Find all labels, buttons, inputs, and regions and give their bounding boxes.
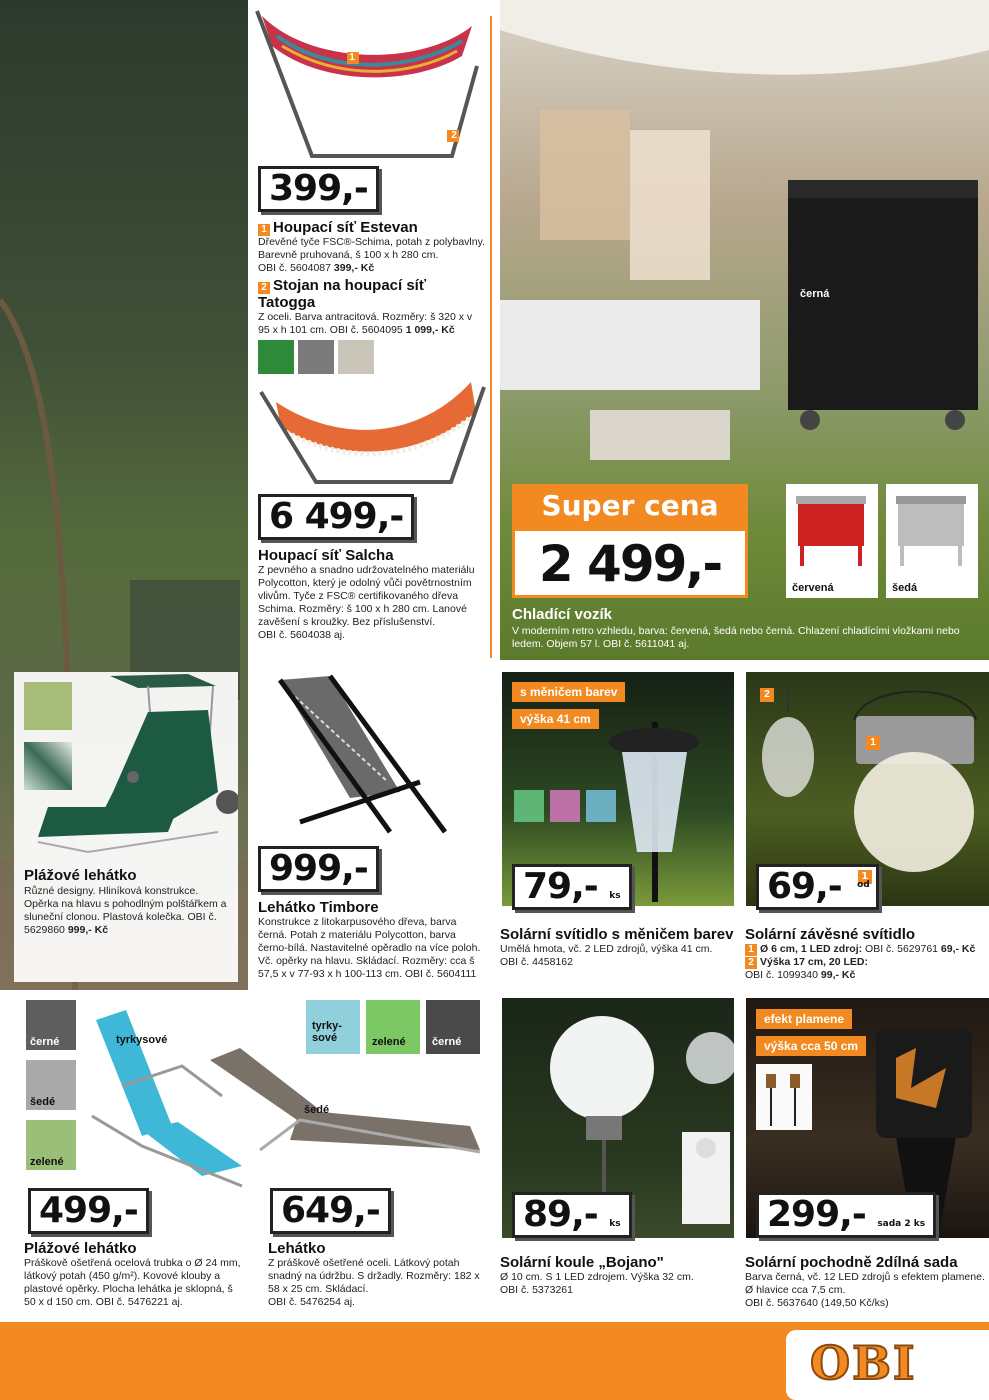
cooler-label-red: červená (792, 582, 834, 594)
torch-tag-1: efekt plamene (756, 1009, 852, 1029)
column-divider (490, 16, 492, 658)
obi-logo-box[interactable] (786, 1330, 989, 1400)
hanging-item-badge-1: 1 (745, 944, 757, 956)
stand-tatogga-price: 1 099,- Kč (405, 324, 455, 336)
solar-ball-text (500, 1254, 736, 1297)
lounger-mid-label-green: zelené (372, 1036, 406, 1048)
salcha-swatch-grey[interactable] (298, 340, 334, 374)
lounger-mid-label-grey: šedé (304, 1104, 330, 1116)
solar-color-price: 79,- (523, 866, 598, 907)
solar-hanging-title: Solární závěsné svítidlo (745, 926, 916, 943)
lounger-mid-title: Lehátko (268, 1240, 326, 1257)
beach-lounger-image (28, 672, 238, 862)
hammock-salcha-title: Houpací síť Salcha (258, 547, 394, 564)
hanging-line1-price: 69,- Kč (940, 943, 976, 955)
beach-lounger-price: 999,- Kč (67, 924, 109, 936)
solar-ball-code: OBI č. 5373261 (500, 1284, 573, 1296)
lounger-mid-text (268, 1240, 488, 1309)
cooler-label-black: černá (800, 288, 830, 300)
lounger-left-text (24, 1240, 246, 1309)
super-price-banner: Super cena (512, 484, 748, 528)
stand-tatogga-title: Stojan na houpací síť Tatogga (258, 277, 427, 311)
hammock-salcha-price-tag (258, 494, 414, 540)
solar-hanging-price-tag (756, 864, 879, 910)
lounger-mid-label-turquoise: tyrky-sové (312, 1020, 342, 1044)
solar-hanging-text (745, 926, 985, 982)
solar-ball-price-tag (512, 1192, 632, 1238)
beach-lounger-desc-text: Různé designy. Hliníková konstrukce. Opěrka na hlavu s pohodlným polštářkem a sluneční clonou. Plastová kolečka. (24, 885, 227, 923)
stand-tatogga-desc: Z oceli. Barva antracitová. Rozměry: š 320 x v 95 x h 101 cm. OBI č. 5604095 (258, 311, 473, 336)
cooler-title: Chladící vozík (512, 606, 613, 623)
solar-color-unit: ks (609, 891, 621, 901)
hanging-line1-code: OBI č. 5629761 (865, 943, 938, 955)
solar-ball-desc: Ø 10 cm. S 1 LED zdrojem. Výška 32 cm. (500, 1271, 694, 1283)
solar-color-text (500, 926, 736, 969)
torch-text (745, 1254, 985, 1310)
beach-lounger-panel (14, 672, 238, 982)
lounger-mid-desc: Z práškově ošetřené oceli. Látkový potah snadný na údržbu. S držadly. Rozměry: 182 x 58 x 25 cm. Skládací. (268, 1257, 480, 1295)
solar-color-tag-2: výška 41 cm (512, 709, 599, 729)
obi-logo: OBI (810, 1336, 917, 1390)
solar-ball-price: 89,- (523, 1194, 598, 1235)
torch-desc: Barva černá, vč. 12 LED zdrojů s efektem plamene. Ø hlavice cca 7,5 cm. (745, 1271, 985, 1296)
lounger-mid-price-tag (270, 1188, 391, 1234)
timbore-text (258, 899, 486, 981)
solar-hanging-price-badge: 1 (858, 870, 872, 884)
hanging-line1-bold: Ø 6 cm, 1 LED zdroj: (760, 943, 863, 955)
beach-lounger-desc (24, 885, 229, 937)
solar-color-tag-1: s měničem barev (512, 682, 625, 702)
hammock-estevan-item-price: 399,- Kč (333, 262, 375, 274)
salcha-swatch-green[interactable] (258, 340, 294, 374)
cooler-price-tag (512, 528, 748, 598)
solar-color-price-tag (512, 864, 632, 910)
hammock-estevan-desc: Dřevěné tyče FSC®-Schima, potah z polybavlny. Barevně pruhovaná, š 100 x h 280 cm. (258, 236, 485, 261)
hammock-estevan-text (258, 219, 486, 337)
solar-color-desc: Umělá hmota, vč. 2 LED zdrojů, výška 41 cm. (500, 943, 713, 955)
beach-lounger-title: Plážové lehátko (24, 867, 137, 884)
cooler-variant-red[interactable] (786, 484, 878, 598)
torch-unit: sada 2 ks (877, 1219, 926, 1229)
hammock-salcha-text (258, 547, 486, 642)
cooler-grey-image (886, 484, 978, 574)
hammock-photo-badge-1: 1 (349, 52, 355, 63)
hanging-line3-code: OBI č. 1099340 (745, 969, 818, 981)
stand-photo-badge-2: 2 (451, 130, 457, 141)
timbore-title: Lehátko Timbore (258, 899, 379, 916)
beach-lounger-code: OBI č. 5629860 (24, 911, 217, 936)
hammock-salcha-desc: Z pevného a snadno udržovatelného materiálu Polycotton, který je odolný vůči povětrnostním vlivům. Tyče z FSC® certifikovaného dřeva Schima. Rozměry: š 100 x h 280 cm. Lanové zavěšení s kroužky. Bez příslušenství. (258, 564, 475, 628)
torch-price: 299,- (767, 1194, 866, 1235)
hammock-estevan-image (252, 6, 482, 166)
cooler-price: 2 499,- (538, 535, 722, 593)
hanging-photo-badge-2: 2 (760, 688, 774, 702)
solar-hanging-price: 69,- (767, 866, 842, 907)
hammock-salcha-code: OBI č. 5604038 aj. (258, 629, 345, 641)
cooler-variant-grey[interactable] (886, 484, 978, 598)
hammock-estevan-price-tag (258, 166, 379, 212)
cooler-desc: V moderním retro vzhledu, barva: červená, šedá nebo černá. Chlazení chladícími vložkami nebo ledem. Objem 57 l. OBI č. 5611041 aj. (512, 625, 960, 650)
lounger-label-turquoise: tyrkysové (116, 1034, 168, 1046)
lounger-left-title: Plážové lehátko (24, 1240, 137, 1257)
hammock-estevan-price: 399,- (269, 168, 368, 209)
cooler-label-grey: šedá (892, 582, 918, 594)
hammock-salcha-price: 6 499,- (269, 496, 404, 537)
solar-ball-title: Solární koule „Bojano" (500, 1254, 664, 1271)
lounger-label-black: černé (30, 1036, 60, 1048)
lounger-left-desc: Práškově ošetřená ocelová trubka o Ø 24 mm, látkový potah (450 g/m²). Kovové klouby a plastové opěrky. Plocha lehátka je sklopná, š 50 x d 150 cm. OBI č. 5476221 aj. (24, 1257, 241, 1308)
lounger-label-grey: šedé (30, 1096, 56, 1108)
lounger-left-price-tag (28, 1188, 149, 1234)
cooler-red-image (786, 484, 878, 574)
hanging-item-badge-2: 2 (745, 957, 757, 969)
solar-color-code: OBI č. 4458162 (500, 956, 573, 968)
lounger-left-price: 499,- (39, 1190, 138, 1231)
solar-hanging-unit: od (857, 880, 870, 890)
solar-ball-unit: ks (609, 1219, 621, 1229)
hammock-estevan-title: Houpací síť Estevan (273, 219, 418, 236)
hanging-photo-badge-1: 1 (866, 736, 880, 750)
torch-price-tag (756, 1192, 936, 1238)
solar-color-title: Solární svítidlo s měničem barev (500, 926, 734, 943)
timbore-price-tag (258, 846, 379, 892)
timbore-desc: Konstrukce z litokarpusového dřeva, barva černá. Potah z materiálu Polycotton, barva černo-bílá. Nastavitelné opěradlo na více poloh. Vč. opěrky na hlavu. Skládací. Rozměry: cca š 57,5 x v 77-93 x h 100-113 cm. OBI č. 5604111 (258, 916, 481, 980)
lounger-label-green: zelené (30, 1156, 64, 1168)
item-number-badge-2: 2 (258, 282, 270, 294)
lounger-mid-code: OBI č. 5476254 aj. (268, 1296, 355, 1308)
hammock-estevan-code: OBI č. 5604087 (258, 262, 331, 274)
timbore-chair-image (270, 672, 466, 842)
torch-code: OBI č. 5637640 (149,50 Kč/ks) (745, 1297, 889, 1309)
hanging-line3-price: 99,- Kč (820, 969, 856, 981)
lounger-grey-image (200, 1040, 490, 1160)
item-number-badge-1: 1 (258, 224, 270, 236)
torch-tag-2: výška cca 50 cm (756, 1036, 866, 1056)
hanging-line2-bold: Výška 17 cm, 20 LED: (760, 956, 868, 968)
hammock-salcha-image (256, 372, 488, 492)
lounger-mid-label-black: černé (432, 1036, 462, 1048)
timbore-price: 999,- (269, 848, 368, 889)
salcha-swatch-beige[interactable] (338, 340, 374, 374)
lounger-mid-price: 649,- (281, 1190, 380, 1231)
torch-title: Solární pochodně 2dílná sada (745, 1254, 958, 1271)
